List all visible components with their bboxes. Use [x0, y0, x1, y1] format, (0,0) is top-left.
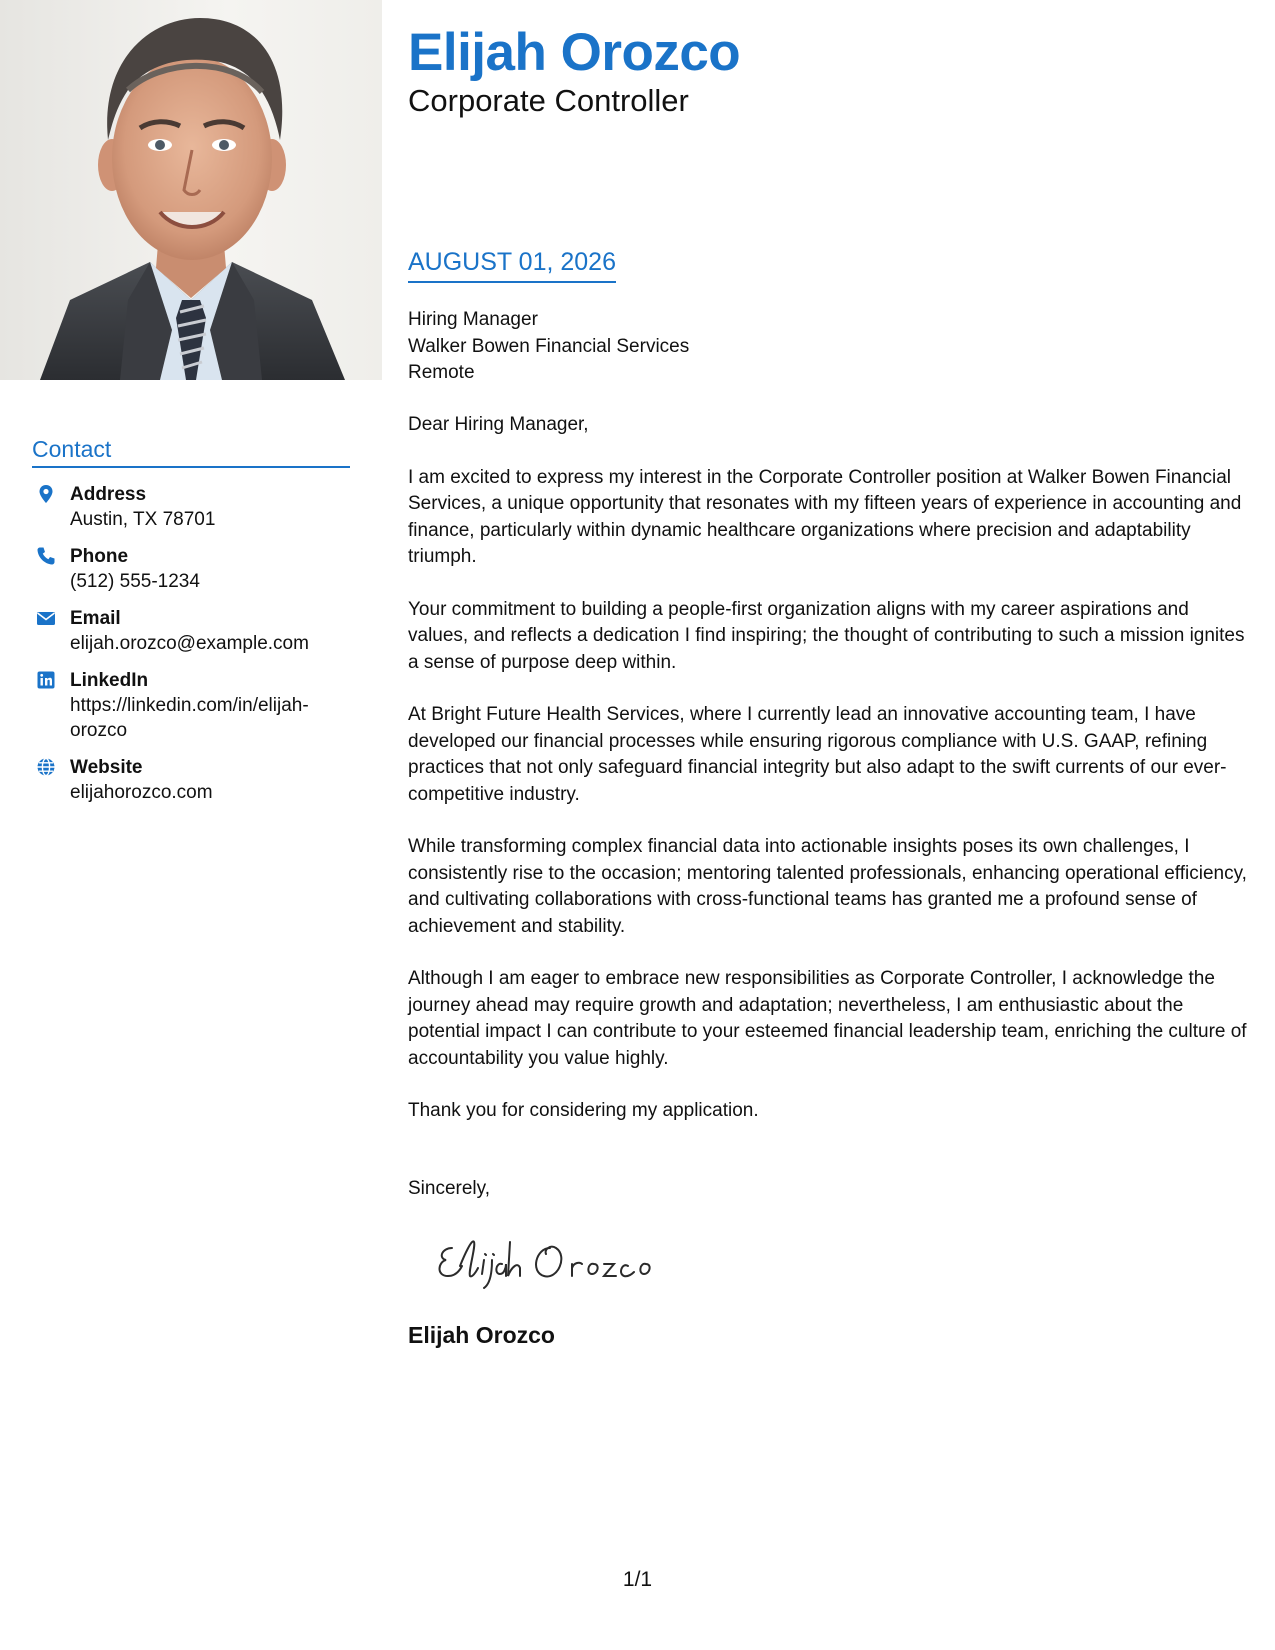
- recipient-line: Walker Bowen Financial Services: [408, 335, 690, 357]
- contact-item-phone: [32, 544, 352, 594]
- linkedin-label: LinkedIn: [70, 670, 149, 691]
- address-value: Austin, TX 78701: [70, 509, 216, 530]
- website-value[interactable]: elijahorozco.com: [70, 782, 213, 803]
- paragraph: Your commitment to building a people-first organization aligns with my career aspirations and values, and reflects a dedication I find inspiring; the thought of contributing to such a mission ignites a sense of purpose deep within.: [408, 598, 1245, 673]
- contact-list: [32, 482, 352, 817]
- salutation: Dear Hiring Manager,: [408, 414, 589, 435]
- globe-icon: [36, 757, 56, 777]
- closing: Sincerely,: [408, 1178, 491, 1199]
- phone-label: Phone: [70, 546, 129, 567]
- contact-item-email: [32, 606, 352, 656]
- signer-name: Elijah Orozco: [408, 1322, 555, 1348]
- recipient-line: Hiring Manager: [408, 309, 538, 330]
- email-value[interactable]: elijah.orozco@example.com: [70, 633, 309, 654]
- letter-body: [408, 412, 1248, 1151]
- recipient-block: [408, 307, 689, 387]
- contact-item-linkedin: [32, 668, 352, 743]
- contact-item-website: [32, 755, 352, 805]
- paragraph: Although I am eager to embrace new responsibilities as Corporate Controller, I acknowledge the journey ahead may require growth and adaptation; nevertheless, I am enthusiastic about the potential impact I can contribute to your esteemed financial leadership team, enriching the culture of accountability you value highly.: [408, 968, 1247, 1069]
- sidebar: [0, 0, 382, 1650]
- contact-heading: Contact: [32, 436, 350, 468]
- linkedin-value[interactable]: https://linkedin.com/in/elijah-orozco: [70, 695, 309, 741]
- contact-item-address: [32, 482, 352, 532]
- paragraph: While transforming complex financial data into actionable insights poses its own challenges, I consistently rise to the occasion; mentoring talented professionals, enhancing operational efficiency, and cultivating collaborations with cross-functional teams has granted me a profound sense of achievement and stability.: [408, 836, 1247, 937]
- phone-value[interactable]: (512) 555-1234: [70, 571, 200, 592]
- profile-photo: [0, 0, 382, 380]
- phone-icon: [36, 546, 56, 566]
- paragraph: At Bright Future Health Services, where I currently lead an innovative accounting team, I have developed our financial processes while ensuring rigorous compliance with U.S. GAAP, refining practices that not only safeguard financial integrity but also adapt to the swift currents of our ever-competitive industry.: [408, 704, 1227, 805]
- website-label: Website: [70, 757, 143, 778]
- paragraph: Thank you for considering my application.: [408, 1100, 759, 1121]
- email-icon: [36, 608, 56, 628]
- paragraph: I am excited to express my interest in the Corporate Controller position at Walker Bowen Financial Services, a unique opportunity that resonates with my fifteen years of experience in accounting and finance, particularly within dynamic healthcare organizations where precision and adaptability triumph.: [408, 466, 1242, 567]
- page-number: 1/1: [622, 1568, 653, 1591]
- recipient-line: Remote: [408, 362, 475, 383]
- linkedin-icon: [36, 670, 56, 690]
- letter-date: AUGUST 01, 2026: [408, 248, 616, 283]
- map-pin-icon: [36, 484, 56, 504]
- email-label: Email: [70, 608, 121, 629]
- candidate-name: Elijah Orozco: [408, 23, 741, 82]
- address-label: Address: [70, 484, 147, 505]
- job-title: Corporate Controller: [408, 83, 689, 118]
- handwritten-signature: [432, 1228, 672, 1298]
